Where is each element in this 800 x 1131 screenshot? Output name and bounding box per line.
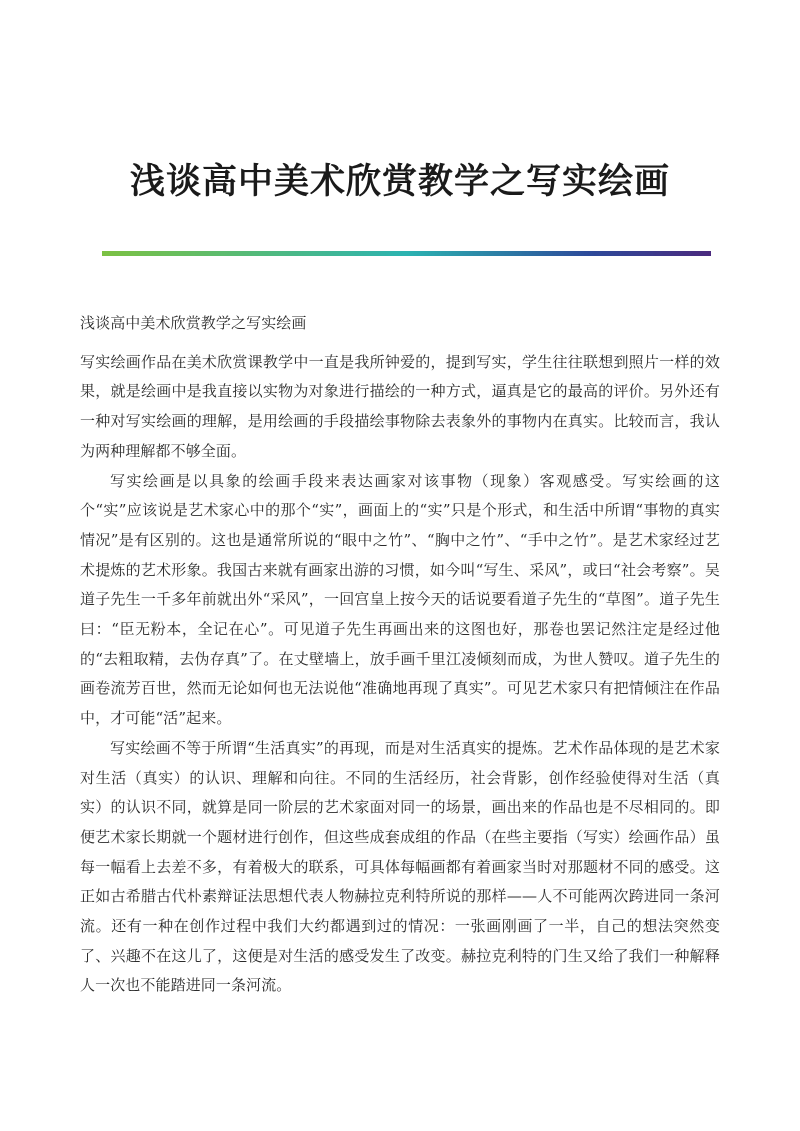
paragraph-2: 写实绘画是以具象的绘画手段来表达画家对该事物（现象）客观感受。写实绘画的这个“实”应该说是艺术家心中的那个“实”，画面上的“实”只是个形式，和生活中所谓“事物的真实情况”是有区别的。这也是通常所说的“眼中之竹”、“胸中之竹”、“手中之竹”。是艺术家经过艺术提炼的艺术形象。我国古来就有画家出游的习惯，如今叫“写生、采风”，或曰“社会考察”。吴道子先生一千多年前就出外“采风”，一回宫皇上按今天的话说要看道子先生的“草图”。道子先生曰：“臣无粉本，全记在心”。可见道子先生再画出来的这图也好，那卷也罢记然注定是经过他的“去粗取精，去伪存真”了。在丈壁墙上，放手画千里江凌倾刻而成，为世人赞叹。道子先生的画卷流芳百世，然而无论如何也无法说他“准确地再现了真实”。可见艺术家只有把情倾注在作品中，才可能“活”起来。: [80, 471, 720, 728]
title-divider: [102, 251, 711, 256]
paragraph-3: 写实绘画不等于所谓“生活真实”的再现，而是对生活真实的提炼。艺术作品体现的是艺术家对生活（真实）的认识、理解和向往。不同的生活经历，社会背影，创作经验使得对生活（真实）的认识不同，就算是同一阶层的艺术家面对同一的场景，画出来的作品也是不尽相同的。即便艺术家长期就一个题材进行创作，但这些成套成组的作品（在些主要指（写实）绘画作品）虽每一幅看上去差不多，有着极大的联系，可具体每幅画都有着画家当时对那题材不同的感受。这正如古希腊古代朴素辩证法思想代表人物赫拉克利特所说的那样——人不可能两次跨进同一条河流。还有一种在创作过程中我们大约都遇到过的情况：一张画刚画了一半，自己的想法突然变了、兴趣不在这儿了，这便是对生活的感受发生了改变。赫拉克利特的门生又给了我们一种解释人一次也不能踏进同一条河流。: [80, 738, 720, 995]
page-title: 浅谈高中美术欣赏教学之写实绘画: [129, 161, 670, 202]
article-subtitle: 浅谈高中美术欣赏教学之写实绘画: [80, 314, 307, 332]
article-body: [80, 309, 720, 1001]
paragraph-1: 写实绘画作品在美术欣赏课教学中一直是我所钟爱的，提到写实，学生往往联想到照片一样的效果，就是绘画中是我直接以实物为对象进行描绘的一种方式，逼真是它的最高的评价。另外还有一种对写实绘画的理解，是用绘画的手段描绘事物除去表象外的事物内在真实。比较而言，我认为两种理解都不够全面。: [80, 352, 720, 460]
